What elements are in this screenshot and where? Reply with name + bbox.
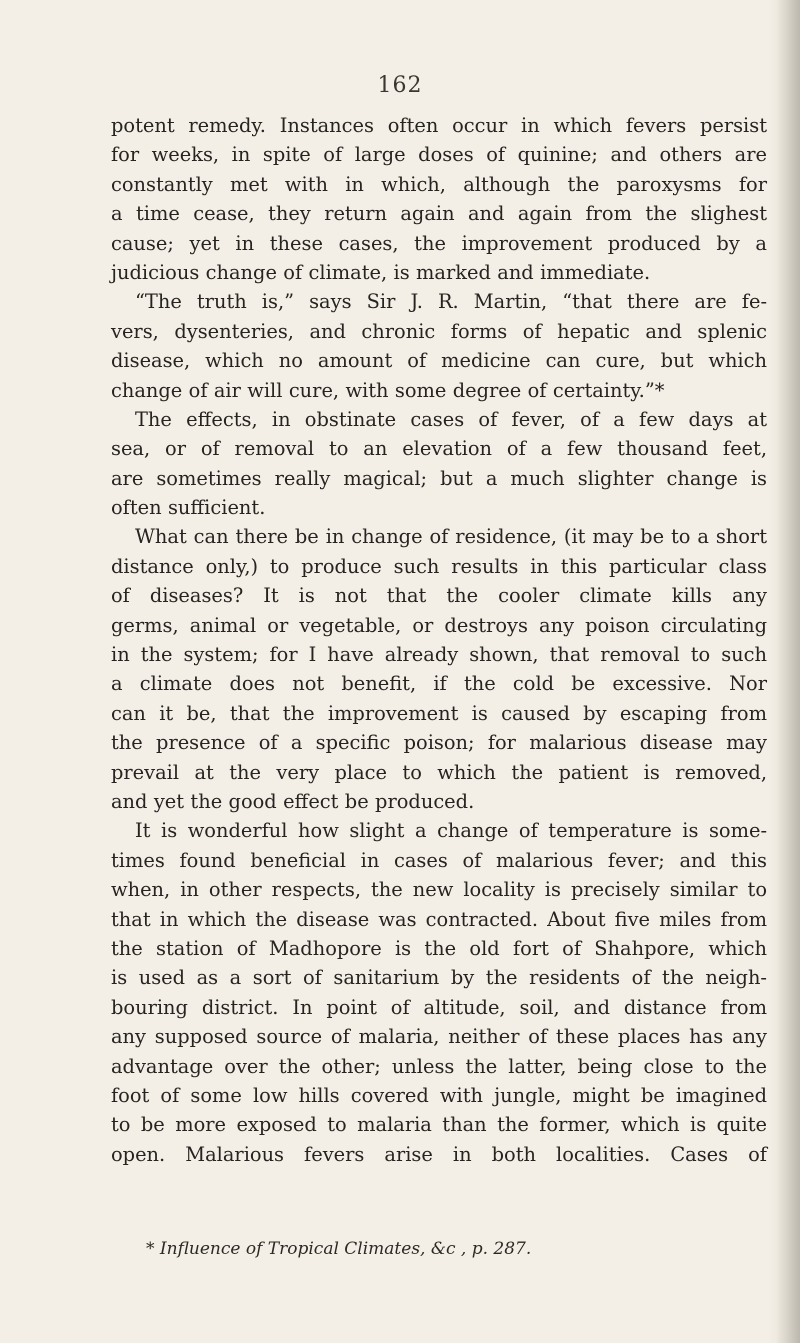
- text-line: sea, or of removal to an elevation of a few thousand feet,: [111, 437, 767, 461]
- text-line: to be more exposed to malaria than the former, which is quite: [111, 1113, 767, 1137]
- text-line: and yet the good effect be produced.: [111, 789, 475, 813]
- text-line: disease, which no amount of medicine can cure, but which: [111, 349, 767, 373]
- text-line: “The truth is,” says Sir J. R. Martin, “that there are fe-: [135, 290, 767, 314]
- text-line: The effects, in obstinate cases of fever, of a few days at: [135, 407, 767, 431]
- text-line: It is wonderful how slight a change of temperature is some-: [135, 819, 767, 843]
- page-number: 162: [377, 73, 423, 98]
- page-edge-shadow: [776, 0, 800, 1343]
- text-line: judicious change of climate, is marked and immediate.: [111, 260, 651, 284]
- text-line: What can there be in change of residence, (it may be to a short: [135, 525, 767, 549]
- text-line: is used as a sort of sanitarium by the residents of the neigh-: [111, 966, 767, 990]
- text-line: a climate does not benefit, if the cold be excessive. Nor: [111, 672, 767, 696]
- body-text: [111, 111, 767, 1169]
- text-line: any supposed source of malaria, neither of these places has any: [111, 1025, 767, 1049]
- text-line: for weeks, in spite of large doses of quinine; and others are: [111, 143, 767, 167]
- text-line: open. Malarious fevers arise in both localities. Cases of: [111, 1142, 767, 1166]
- text-line: often sufficient.: [111, 496, 266, 520]
- text-line: a time cease, they return again and again from the slighest: [111, 202, 767, 226]
- text-line: are sometimes really magical; but a much slighter change is: [111, 466, 767, 490]
- text-line: change of air will cure, with some degree of certainty.”*: [111, 378, 665, 402]
- text-line: bouring district. In point of altitude, soil, and distance from: [111, 995, 767, 1019]
- text-line: the station of Madhopore is the old fort of Shahpore, which: [111, 936, 767, 960]
- text-line: times found beneficial in cases of malarious fever; and this: [111, 848, 767, 872]
- text-line: the presence of a specific poison; for malarious disease may: [111, 731, 767, 755]
- text-line: germs, animal or vegetable, or destroys any poison circulating: [111, 613, 767, 637]
- text-line: constantly met with in which, although the paroxysms for: [111, 172, 767, 196]
- text-line: of diseases? It is not that the cooler climate kills any: [111, 584, 767, 608]
- footnote: * Influence of Tropical Climates, &c , p. 287.: [146, 1239, 532, 1259]
- text-line: can it be, that the improvement is caused by escaping from: [111, 701, 767, 725]
- text-line: prevail at the very place to which the patient is removed,: [111, 760, 767, 784]
- text-line: in the system; for I have already shown, that removal to such: [111, 643, 767, 667]
- text-line: that in which the disease was contracted. About five miles from: [111, 907, 767, 931]
- text-line: foot of some low hills covered with jungle, might be imagined: [111, 1083, 767, 1107]
- text-line: potent remedy. Instances often occur in which fevers persist: [111, 114, 767, 137]
- text-line: when, in other respects, the new locality is precisely similar to: [111, 878, 767, 902]
- text-line: cause; yet in these cases, the improvement produced by a: [111, 231, 767, 255]
- text-line: vers, dysenteries, and chronic forms of hepatic and splenic: [111, 319, 767, 343]
- text-line: advantage over the other; unless the latter, being close to the: [111, 1054, 767, 1078]
- text-line: distance only,) to produce such results in this particular class: [111, 554, 767, 578]
